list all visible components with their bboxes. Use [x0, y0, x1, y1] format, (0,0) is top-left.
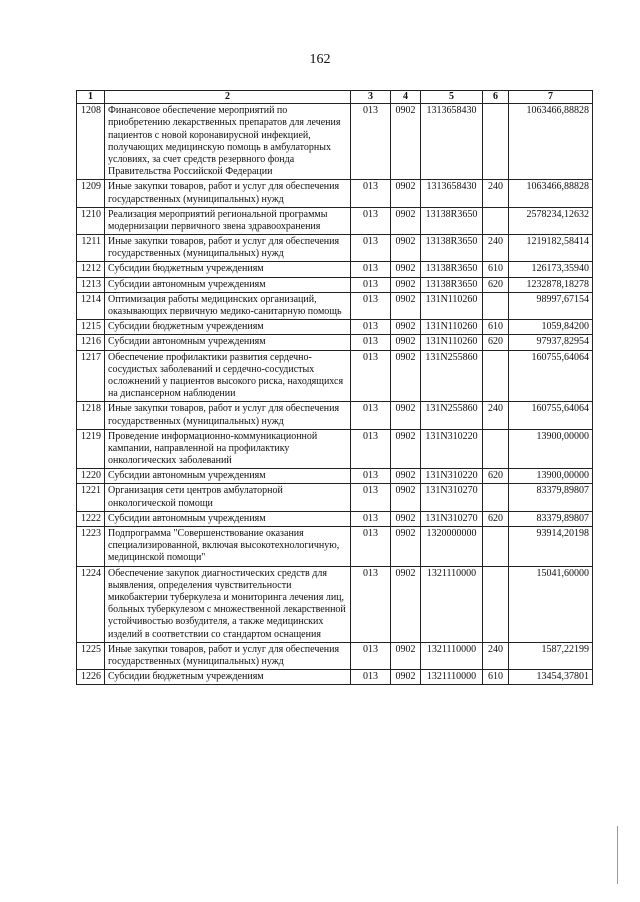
row-name: Субсидии автономным учреждениям — [105, 335, 351, 350]
row-target-code: 13138R3650 — [421, 235, 483, 262]
row-number: 1221 — [77, 484, 105, 511]
row-target-code: 131N310220 — [421, 469, 483, 484]
table-row — [77, 511, 593, 526]
table-row — [77, 335, 593, 350]
row-ministry-code: 013 — [351, 527, 391, 567]
row-number: 1213 — [77, 277, 105, 292]
row-expense-type: 610 — [483, 262, 509, 277]
row-number: 1218 — [77, 402, 105, 429]
row-section-code: 0902 — [391, 262, 421, 277]
table-row — [77, 320, 593, 335]
row-expense-type: 240 — [483, 402, 509, 429]
row-target-code: 1321110000 — [421, 642, 483, 669]
row-target-code: 131N110260 — [421, 292, 483, 319]
row-expense-type: 610 — [483, 670, 509, 685]
row-amount: 13900,00000 — [509, 469, 593, 484]
header-col-3: 3 — [351, 91, 391, 104]
row-ministry-code: 013 — [351, 180, 391, 207]
row-ministry-code: 013 — [351, 469, 391, 484]
header-col-7: 7 — [509, 91, 593, 104]
row-target-code: 131N255860 — [421, 402, 483, 429]
table-row — [77, 350, 593, 402]
table-row — [77, 566, 593, 642]
row-number: 1214 — [77, 292, 105, 319]
row-target-code: 131N110260 — [421, 335, 483, 350]
table-row — [77, 469, 593, 484]
row-number: 1220 — [77, 469, 105, 484]
row-name: Субсидии бюджетным учреждениям — [105, 262, 351, 277]
row-section-code: 0902 — [391, 335, 421, 350]
row-target-code: 1313658430 — [421, 104, 483, 180]
row-number: 1223 — [77, 527, 105, 567]
row-name: Иные закупки товаров, работ и услуг для обеспечения государственных (муниципальных) нужд — [105, 235, 351, 262]
row-amount: 1232878,18278 — [509, 277, 593, 292]
row-expense-type: 620 — [483, 335, 509, 350]
row-section-code: 0902 — [391, 469, 421, 484]
row-amount: 1587,22199 — [509, 642, 593, 669]
row-target-code: 131N110260 — [421, 320, 483, 335]
row-name: Финансовое обеспечение мероприятий по приобретению лекарственных препаратов для лечения пациентов с новой коронавирусной инфекцией, получающих медицинскую помощь в амбулаторных условиях, за счет средств резервного фонда Правительства Российской Федерации — [105, 104, 351, 180]
table-row — [77, 277, 593, 292]
row-expense-type — [483, 350, 509, 402]
row-ministry-code: 013 — [351, 262, 391, 277]
row-ministry-code: 013 — [351, 566, 391, 642]
row-target-code: 1320000000 — [421, 527, 483, 567]
row-ministry-code: 013 — [351, 235, 391, 262]
row-section-code: 0902 — [391, 429, 421, 469]
row-number: 1208 — [77, 104, 105, 180]
table-row — [77, 262, 593, 277]
row-section-code: 0902 — [391, 104, 421, 180]
row-expense-type: 240 — [483, 180, 509, 207]
table-row — [77, 429, 593, 469]
header-col-6: 6 — [483, 91, 509, 104]
row-section-code: 0902 — [391, 511, 421, 526]
row-target-code: 13138R3650 — [421, 207, 483, 234]
row-target-code: 13138R3650 — [421, 277, 483, 292]
row-amount: 1063466,88828 — [509, 104, 593, 180]
row-expense-type: 620 — [483, 469, 509, 484]
header-col-4: 4 — [391, 91, 421, 104]
row-target-code: 131N310220 — [421, 429, 483, 469]
row-section-code: 0902 — [391, 350, 421, 402]
row-amount: 83379,89807 — [509, 484, 593, 511]
row-expense-type — [483, 207, 509, 234]
row-amount: 160755,64064 — [509, 402, 593, 429]
table-row — [77, 670, 593, 685]
row-amount: 1063466,88828 — [509, 180, 593, 207]
row-section-code: 0902 — [391, 235, 421, 262]
row-amount: 2578234,12632 — [509, 207, 593, 234]
row-name: Субсидии автономным учреждениям — [105, 469, 351, 484]
row-name: Обеспечение профилактики развития сердечно-сосудистых заболеваний и сердечно-сосудистых осложнений у пациентов высокого риска, находящихся на диспансерном наблюдении — [105, 350, 351, 402]
row-number: 1215 — [77, 320, 105, 335]
row-ministry-code: 013 — [351, 320, 391, 335]
row-section-code: 0902 — [391, 277, 421, 292]
row-ministry-code: 013 — [351, 277, 391, 292]
table-row — [77, 180, 593, 207]
row-amount: 13454,37801 — [509, 670, 593, 685]
row-ministry-code: 013 — [351, 335, 391, 350]
row-amount: 160755,64064 — [509, 350, 593, 402]
row-name: Реализация мероприятий региональной программы модернизации первичного звена здравоохранения — [105, 207, 351, 234]
row-ministry-code: 013 — [351, 511, 391, 526]
header-col-5: 5 — [421, 91, 483, 104]
row-target-code: 1321110000 — [421, 670, 483, 685]
row-number: 1212 — [77, 262, 105, 277]
page-number: 162 — [309, 52, 331, 67]
row-number: 1216 — [77, 335, 105, 350]
row-name: Проведение информационно-коммуникационной кампании, направленной на профилактику онкологических заболеваний — [105, 429, 351, 469]
row-number: 1217 — [77, 350, 105, 402]
row-number: 1226 — [77, 670, 105, 685]
row-name: Оптимизация работы медицинских организаций, оказывающих первичную медико-санитарную помощь — [105, 292, 351, 319]
row-expense-type — [483, 484, 509, 511]
row-ministry-code: 013 — [351, 429, 391, 469]
row-name: Организация сети центров амбулаторной онкологической помощи — [105, 484, 351, 511]
row-number: 1211 — [77, 235, 105, 262]
row-section-code: 0902 — [391, 527, 421, 567]
row-target-code: 131N310270 — [421, 484, 483, 511]
row-number: 1222 — [77, 511, 105, 526]
row-expense-type — [483, 292, 509, 319]
header-col-1: 1 — [77, 91, 105, 104]
row-target-code: 131N255860 — [421, 350, 483, 402]
row-number: 1225 — [77, 642, 105, 669]
table-row — [77, 484, 593, 511]
table-row — [77, 104, 593, 180]
row-name: Подпрограмма "Совершенствование оказания специализированной, включая высокотехнологичную, медицинской помощи" — [105, 527, 351, 567]
row-amount: 98997,67154 — [509, 292, 593, 319]
row-amount: 13900,00000 — [509, 429, 593, 469]
row-ministry-code: 013 — [351, 484, 391, 511]
row-name: Иные закупки товаров, работ и услуг для обеспечения государственных (муниципальных) нужд — [105, 402, 351, 429]
row-expense-type — [483, 429, 509, 469]
row-expense-type: 620 — [483, 277, 509, 292]
row-ministry-code: 013 — [351, 642, 391, 669]
row-section-code: 0902 — [391, 484, 421, 511]
row-ministry-code: 013 — [351, 207, 391, 234]
row-section-code: 0902 — [391, 180, 421, 207]
row-expense-type: 240 — [483, 235, 509, 262]
row-expense-type: 610 — [483, 320, 509, 335]
row-number: 1209 — [77, 180, 105, 207]
row-target-code: 131N310270 — [421, 511, 483, 526]
row-section-code: 0902 — [391, 207, 421, 234]
budget-table — [76, 90, 593, 685]
row-target-code: 1321110000 — [421, 566, 483, 642]
row-name: Субсидии бюджетным учреждениям — [105, 320, 351, 335]
row-ministry-code: 013 — [351, 350, 391, 402]
table-header-row — [77, 91, 593, 104]
row-name: Иные закупки товаров, работ и услуг для обеспечения государственных (муниципальных) нужд — [105, 642, 351, 669]
row-name: Субсидии автономным учреждениям — [105, 511, 351, 526]
row-ministry-code: 013 — [351, 402, 391, 429]
row-section-code: 0902 — [391, 292, 421, 319]
row-amount: 83379,89807 — [509, 511, 593, 526]
row-number: 1219 — [77, 429, 105, 469]
row-amount: 15041,60000 — [509, 566, 593, 642]
row-ministry-code: 013 — [351, 104, 391, 180]
row-amount: 97937,82954 — [509, 335, 593, 350]
row-expense-type — [483, 527, 509, 567]
header-col-2: 2 — [105, 91, 351, 104]
table-row — [77, 402, 593, 429]
row-ministry-code: 013 — [351, 670, 391, 685]
row-name: Иные закупки товаров, работ и услуг для обеспечения государственных (муниципальных) нужд — [105, 180, 351, 207]
row-ministry-code: 013 — [351, 292, 391, 319]
row-amount: 1219182,58414 — [509, 235, 593, 262]
row-amount: 126173,35940 — [509, 262, 593, 277]
row-target-code: 1313658430 — [421, 180, 483, 207]
row-section-code: 0902 — [391, 670, 421, 685]
row-expense-type: 620 — [483, 511, 509, 526]
row-expense-type — [483, 104, 509, 180]
table-row — [77, 292, 593, 319]
row-expense-type — [483, 566, 509, 642]
row-section-code: 0902 — [391, 402, 421, 429]
scan-edge-mark — [617, 826, 618, 884]
row-amount: 93914,20198 — [509, 527, 593, 567]
row-target-code: 13138R3650 — [421, 262, 483, 277]
table-row — [77, 527, 593, 567]
table-body — [77, 104, 593, 685]
row-amount: 1059,84200 — [509, 320, 593, 335]
row-name: Субсидии автономным учреждениям — [105, 277, 351, 292]
row-number: 1210 — [77, 207, 105, 234]
table-row — [77, 207, 593, 234]
row-section-code: 0902 — [391, 320, 421, 335]
row-section-code: 0902 — [391, 642, 421, 669]
row-expense-type: 240 — [483, 642, 509, 669]
row-number: 1224 — [77, 566, 105, 642]
table-row — [77, 642, 593, 669]
row-name: Обеспечение закупок диагностических средств для выявления, определения чувствительности микобактерии туберкулеза и мониторинга лечения лиц, больных туберкулезом с множественной лекарственной устойчивостью возбудителя, а также медицинских изделий в соответствии со стандартом оснащения — [105, 566, 351, 642]
row-name: Субсидии бюджетным учреждениям — [105, 670, 351, 685]
table-row — [77, 235, 593, 262]
row-section-code: 0902 — [391, 566, 421, 642]
